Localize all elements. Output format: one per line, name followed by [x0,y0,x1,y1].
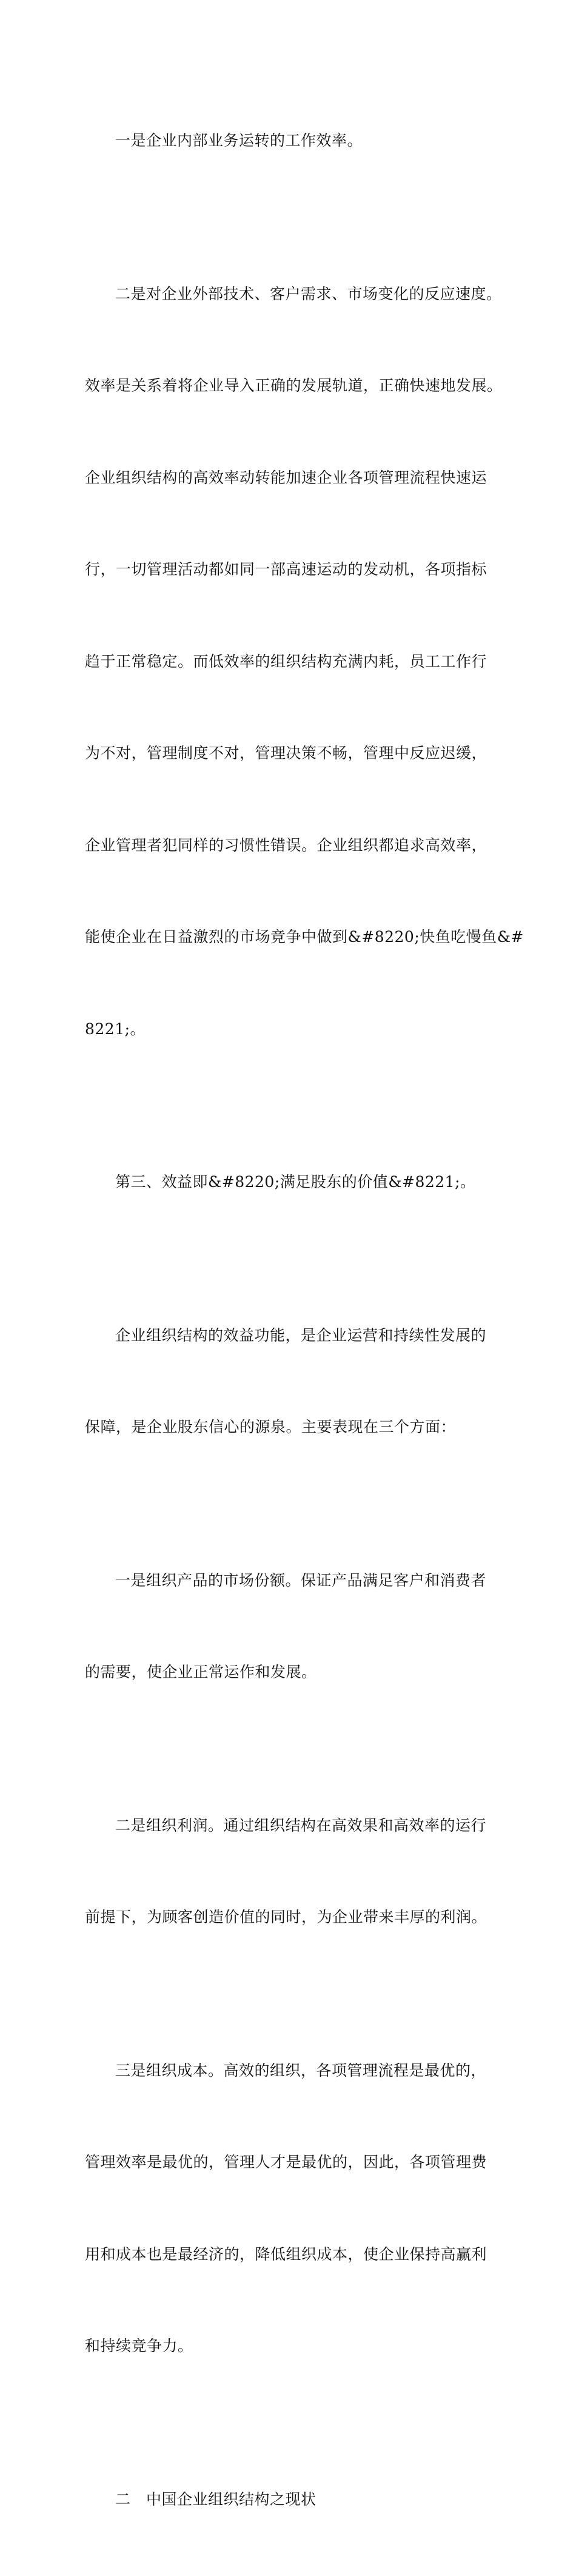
paragraph-1 [85,64,497,218]
text-line: 企业组织结构的高效率动转能加速企业各项管理流程快速运 [85,463,497,494]
text-line: 8221;。 [85,1014,497,1045]
text-line: 能使企业在日益激烈的市场竞争中做到&#8220;快鱼吃慢鱼&# [85,922,497,953]
text-line: 用和成本也是最经济的，降低组织成本，使企业保持高赢利 [85,2239,497,2270]
text-line: 管理效率是最优的，管理人才是最优的，因此，各项管理费 [85,2147,497,2178]
document-page [0,0,576,815]
paragraph-6 [85,1749,497,1994]
text-line: 一是组织产品的市场份额。保证产品满足客户和消费者 [85,1565,497,1596]
paragraph-5 [85,1504,497,1749]
section-heading [85,2423,497,2576]
text-line: 保障，是企业股东信心的源泉。主要表现在三个方面： [85,1412,497,1443]
text-line: 行，一切管理活动都如同一部高速运动的发动机，各项指标 [85,554,497,585]
paragraph-4 [85,1259,497,1504]
paragraph-7 [85,1994,497,2423]
text-line: 效率是关系着将企业导入正确的发展轨道，正确快速地发展。 [85,371,497,402]
text-line: 三是组织成本。高效的组织，各项管理流程是最优的， [85,2056,497,2087]
text-line: 企业组织结构的效益功能，是企业运营和持续性发展的 [85,1320,497,1351]
text-line: 为不对，管理制度不对，管理决策不畅，管理中反应迟缓， [85,738,497,769]
text-line: 一是企业内部业务运转的工作效率。 [85,126,497,156]
heading-text: 二 中国企业组织结构之现状 [85,2484,497,2515]
text-line: 第三、效益即&#8220;满足股东的价值&#8221;。 [85,1167,497,1198]
text-line: 二是组织利润。通过组织结构在高效果和高效率的运行 [85,1811,497,1841]
text-line: 和持续竞争力。 [85,2331,497,2362]
paragraph-3 [85,1106,497,1259]
text-line: 趋于正常稳定。而低效率的组织结构充满内耗，员工工作行 [85,647,497,678]
text-line: 的需要，使企业正常运作和发展。 [85,1657,497,1688]
text-line: 企业管理者犯同样的习惯性错误。企业组织都追求高效率， [85,830,497,861]
text-line: 前提下，为顾客创造价值的同时，为企业带来丰厚的利润。 [85,1902,497,1933]
text-line: 二是对企业外部技术、客户需求、市场变化的反应速度。 [85,279,497,310]
document-body [85,64,497,2576]
paragraph-2 [85,218,497,1106]
